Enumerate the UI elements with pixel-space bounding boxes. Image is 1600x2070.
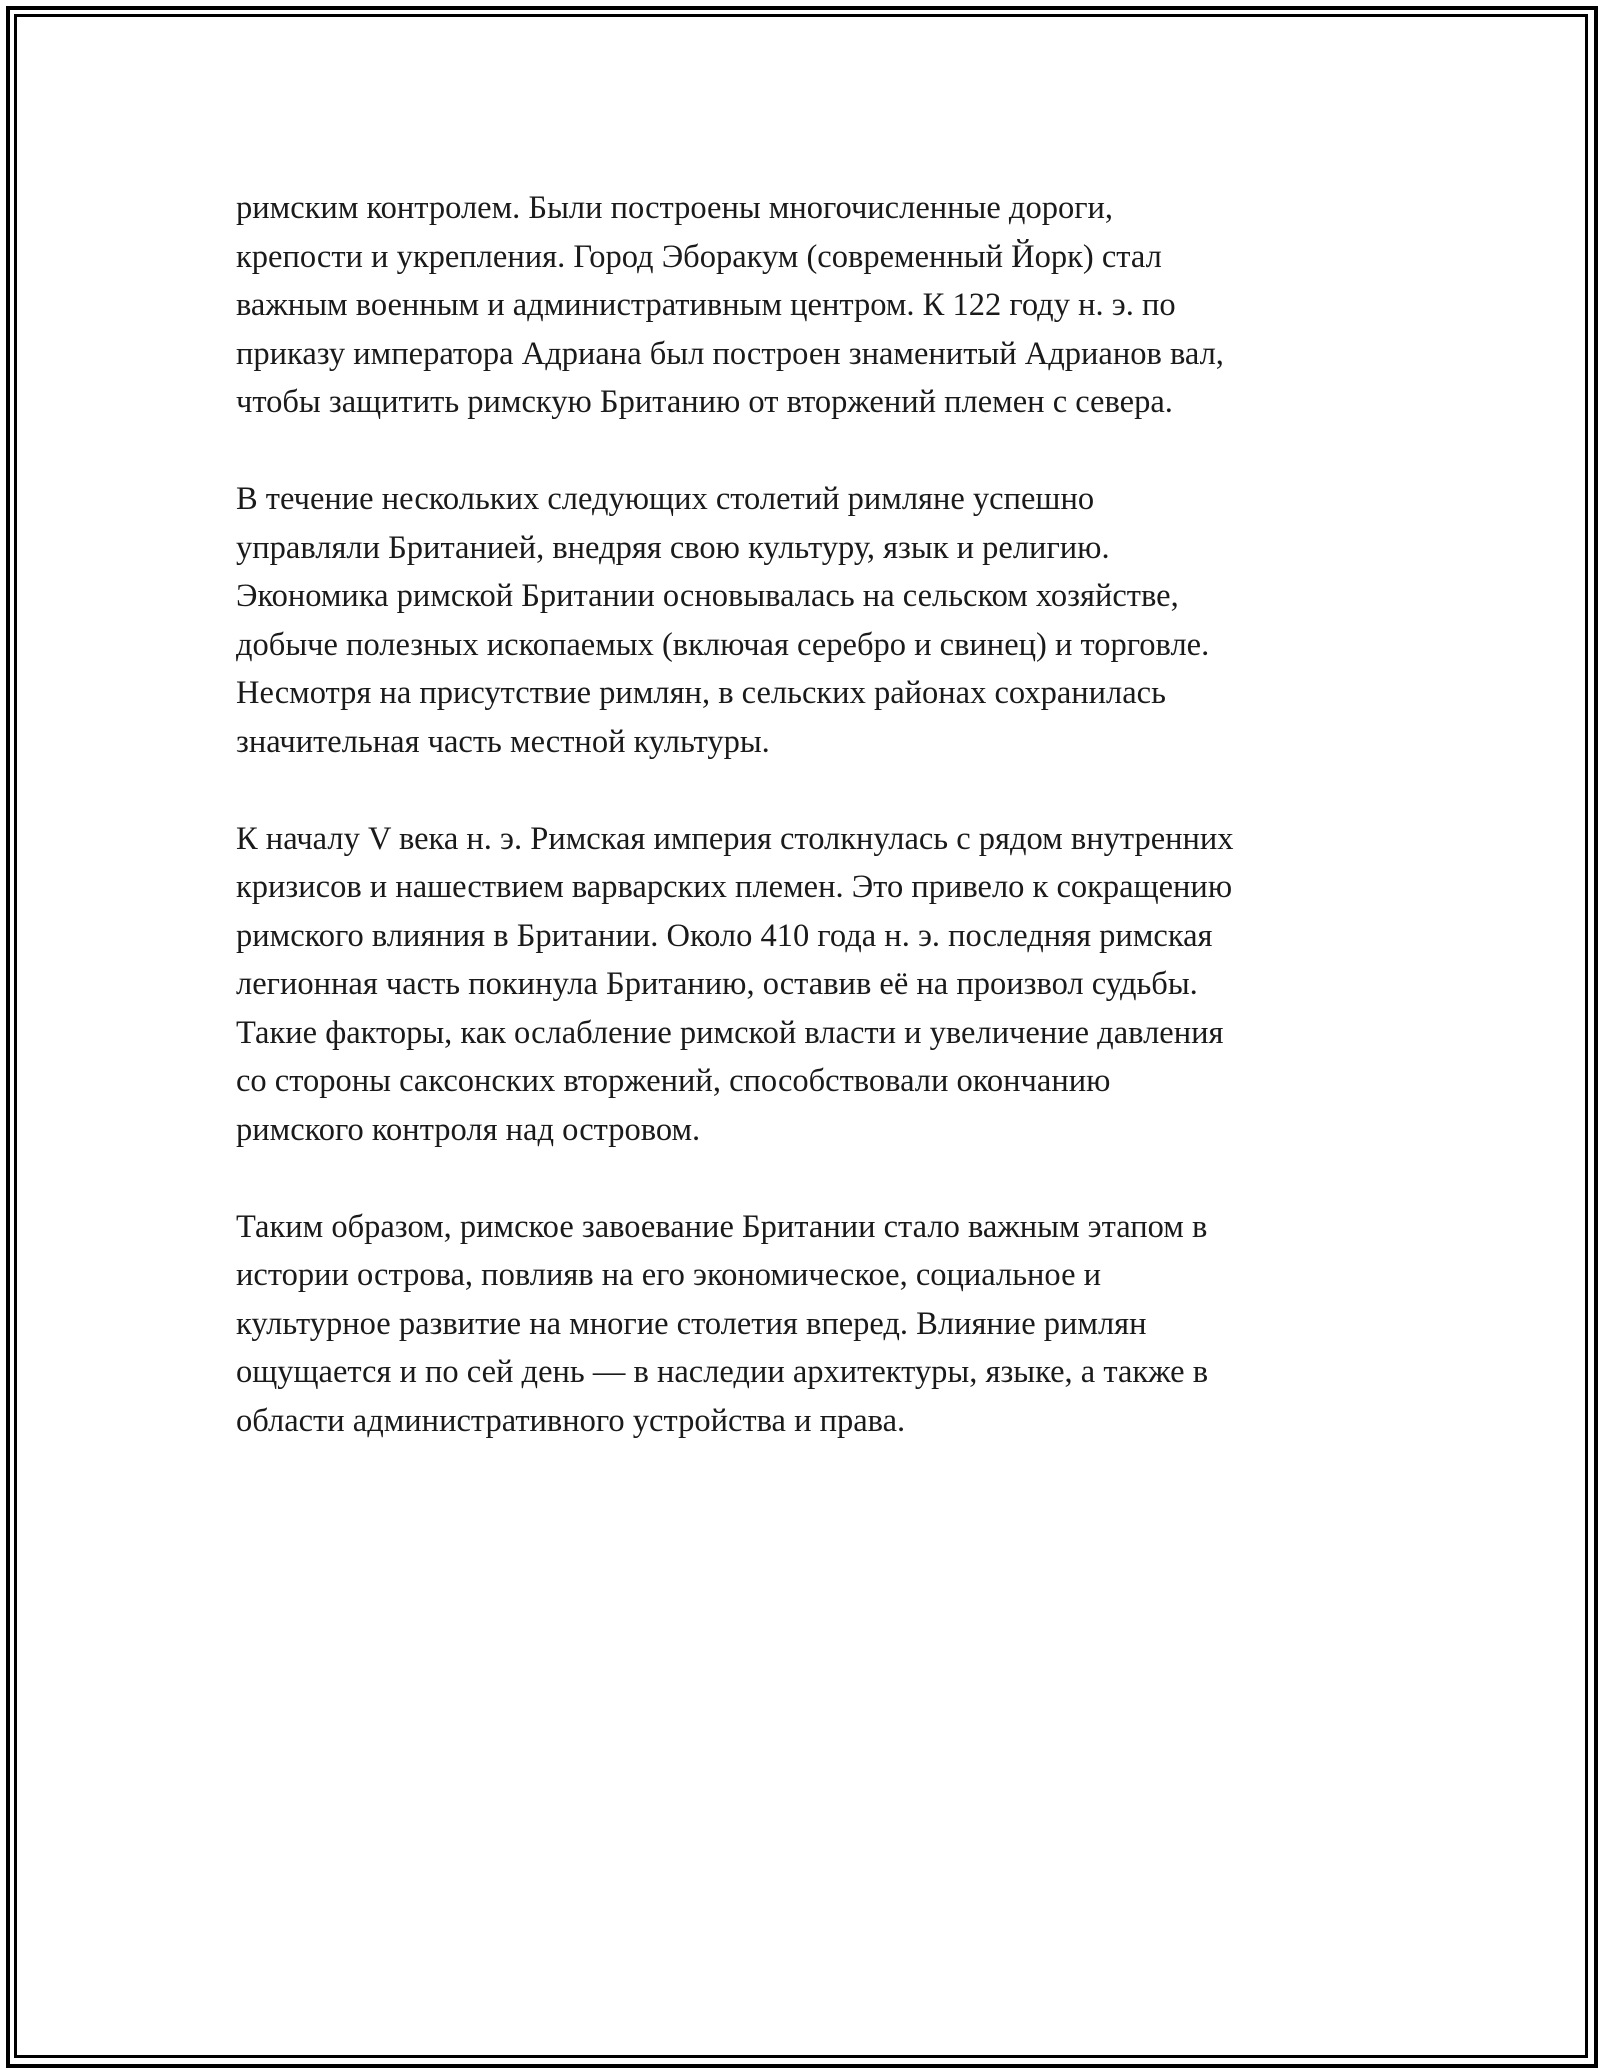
- document-body: [236, 184, 1376, 1494]
- text-line: культурное развитие на многие столетия вперед. Влияние римлян: [236, 1305, 1147, 1342]
- text-line: Такие факторы, как ослабление римской власти и увеличение давления: [236, 1014, 1224, 1051]
- text-line: римским контролем. Были построены многочисленные дороги,: [236, 190, 1114, 226]
- text-line: Несмотря на присутствие римлян, в сельских районах сохранилась: [236, 675, 1166, 711]
- text-line: В течение нескольких следующих столетий римляне успешно: [236, 481, 1095, 517]
- text-line: добыче полезных ископаемых (включая серебро и свинец) и торговле.: [236, 626, 1210, 663]
- text-line: крепости и укрепления. Город Эборакум (современный Йорк) стал: [236, 238, 1162, 275]
- text-line: Таким образом, римское завоевание Британии стало важным этапом в: [236, 1208, 1208, 1245]
- text-line: ощущается и по сей день — в наследии архитектуры, языке, а также в: [236, 1354, 1209, 1390]
- paragraph-3: [236, 815, 1376, 1155]
- text-line: Экономика римской Британии основывалась на сельском хозяйстве,: [236, 578, 1179, 614]
- text-line: легионная часть покинула Британию, оставив её на произвол судьбы.: [236, 966, 1198, 1002]
- paragraph-4: [236, 1203, 1376, 1446]
- paragraph-1: [236, 184, 1376, 427]
- text-line: римского контроля над островом.: [236, 1111, 701, 1148]
- text-line: важным военным и административным центром. К 122 году н. э. по: [236, 287, 1176, 323]
- text-line: управляли Британией, внедряя свою культуру, язык и религию.: [236, 529, 1110, 566]
- text-line: истории острова, повлияв на его экономическое, социальное и: [236, 1257, 1102, 1293]
- text-line: римского влияния в Британии. Около 410 года н. э. последняя римская: [236, 917, 1213, 954]
- text-line: чтобы защитить римскую Британию от вторжений племен с севера.: [236, 384, 1173, 420]
- text-line: со стороны саксонских вторжений, способствовали окончанию: [236, 1063, 1111, 1099]
- paragraph-2: [236, 475, 1376, 766]
- text-line: К началу V века н. э. Римская империя столкнулась с рядом внутренних: [236, 820, 1234, 857]
- text-line: значительная часть местной культуры.: [236, 723, 770, 760]
- text-line: приказу императора Адриана был построен знаменитый Адрианов вал,: [236, 335, 1224, 372]
- text-line: области административного устройства и права.: [236, 1402, 906, 1439]
- text-line: кризисов и нашествием варварских племен. Это привело к сокращению: [236, 869, 1233, 905]
